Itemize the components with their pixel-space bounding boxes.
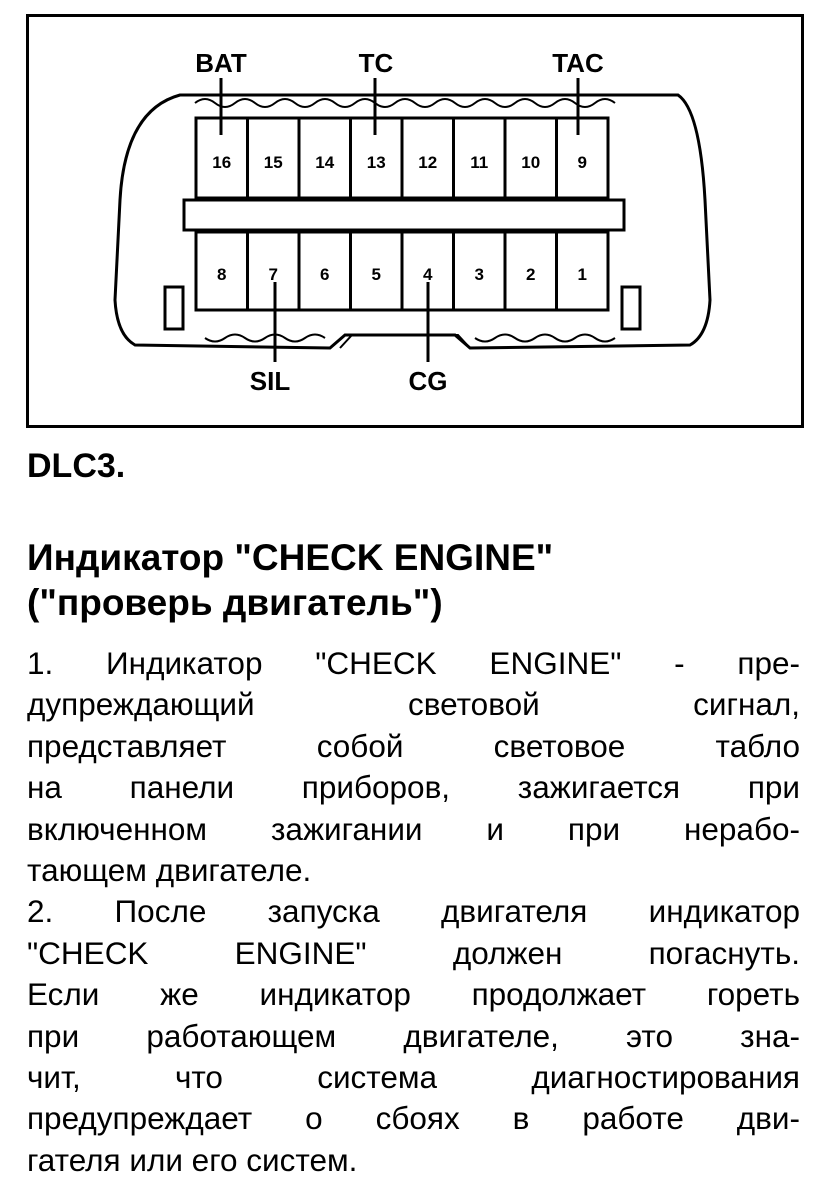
pin-number: 16: [212, 153, 232, 172]
dlc3-connector-diagram: [0, 0, 821, 440]
heading-line-2: ("проверь двигатель"): [27, 582, 443, 623]
paragraph2-line: гателя или его систем.: [27, 1141, 358, 1178]
pin-number: 10: [521, 153, 541, 172]
pin-number: 11: [470, 153, 489, 172]
tac-label: TAC: [552, 48, 604, 78]
paragraph1-line: дупреждающий световой сигнал,: [27, 686, 800, 723]
top-pin-row: [196, 118, 608, 198]
paragraph1-line: 1. Индикатор "CHECK ENGINE" - пре-: [27, 645, 800, 681]
pin-number: 9: [577, 153, 587, 172]
paragraph2-line: Если же индикатор продолжает гореть: [27, 976, 800, 1013]
right-latch: [622, 287, 640, 329]
pin-number: 14: [315, 153, 335, 172]
paragraph2-line: 2. После запуска двигателя индикатор: [27, 893, 800, 930]
section-heading: [27, 535, 807, 625]
sil-label: SIL: [249, 366, 291, 396]
paragraph1-line: тающем двигателе.: [27, 852, 312, 889]
pin-number: 5: [371, 265, 381, 284]
body-text: [27, 643, 800, 1181]
paragraph2-line: чит, что система диагностирования: [27, 1059, 800, 1096]
left-latch: [165, 287, 183, 329]
paragraph1-line: на панели приборов, зажигается при: [27, 769, 800, 806]
connector-center-key: [340, 335, 470, 348]
pin-number: 6: [320, 265, 330, 284]
pin-number: 13: [366, 153, 386, 172]
cg-label: CG: [408, 366, 448, 396]
paragraph-1: [27, 643, 800, 891]
paragraph-2: [27, 891, 800, 1181]
pin-number: 1: [577, 265, 587, 284]
connector-divider-bar: [184, 200, 624, 230]
paragraph2-line: предупреждает о сбоях в работе дви-: [27, 1100, 800, 1137]
pin-number: 7: [268, 265, 278, 284]
bottom-pin-row: [196, 232, 608, 310]
paragraph2-line: при работающем двигателе, это зна-: [27, 1017, 800, 1054]
pin-number: 3: [474, 265, 484, 284]
heading-line-1: Индикатор "CHECK ENGINE": [27, 537, 554, 578]
figure-caption: DLC3.: [27, 447, 126, 485]
pin-number: 12: [418, 153, 438, 172]
connector-top-ridge: [195, 99, 615, 107]
pin-number: 8: [217, 265, 227, 284]
tc-label: TC: [358, 48, 394, 78]
bat-label: BAT: [195, 48, 247, 78]
paragraph1-line: представляет собой световое табло: [27, 727, 800, 764]
pin-number: 2: [526, 265, 536, 284]
paragraph2-line: "CHECK ENGINE" должен погаснуть.: [27, 934, 800, 971]
pin-number: 4: [423, 265, 433, 284]
pin-number: 15: [263, 153, 283, 172]
paragraph1-line: включенном зажигании и при нерабо-: [27, 810, 800, 847]
